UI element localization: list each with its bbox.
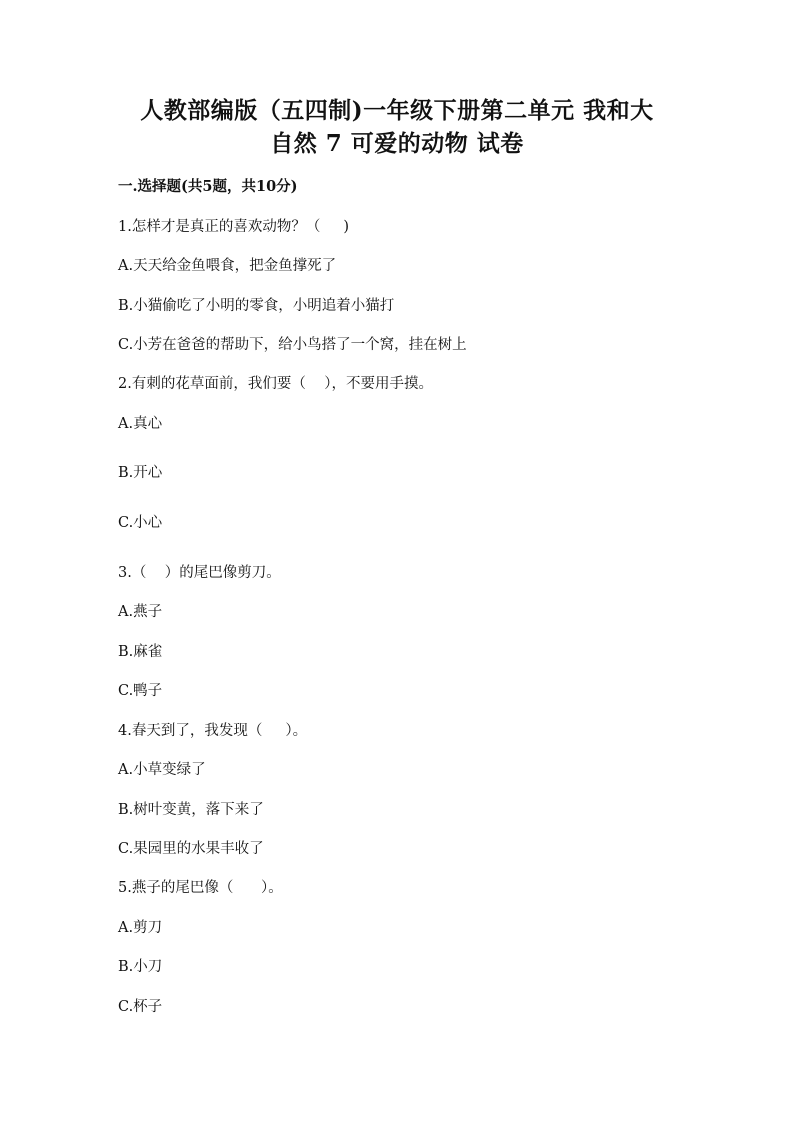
question-2-option-a: A.真心 xyxy=(118,416,163,432)
question-5-stem: 5.燕子的尾巴像（ ）。 xyxy=(118,880,283,896)
question-5-option-c: C.杯子 xyxy=(118,999,163,1015)
question-4-stem: 4.春天到了，我发现（ ）。 xyxy=(118,723,308,739)
question-4-option-a: A.小草变绿了 xyxy=(118,762,206,778)
question-2-option-c: C.小心 xyxy=(118,515,163,531)
page-title-line-2: 自然 7 可爱的动物 试卷 xyxy=(270,130,524,157)
question-5-option-b: B.小刀 xyxy=(118,959,163,975)
question-3-option-b: B.麻雀 xyxy=(118,644,163,660)
question-1-option-c: C.小芳在爸爸的帮助下，给小鸟搭了一个窝，挂在树上 xyxy=(118,337,467,353)
question-4-option-b: B.树叶变黄，落下来了 xyxy=(118,802,264,818)
question-4-option-c: C.果园里的水果丰收了 xyxy=(118,841,264,857)
question-3-option-c: C.鸭子 xyxy=(118,683,163,699)
section-heading: 一.选择题(共5题，共10分) xyxy=(118,178,298,195)
question-3-stem: 3.（ ）的尾巴像剪刀。 xyxy=(118,565,281,581)
question-2-stem: 2.有刺的花草面前，我们要（ ），不要用手摸。 xyxy=(118,376,434,392)
question-3-option-a: A.燕子 xyxy=(118,604,163,620)
question-1-option-a: A.天天给金鱼喂食，把金鱼撑死了 xyxy=(118,258,337,274)
question-1-option-b: B.小猫偷吃了小明的零食，小明追着小猫打 xyxy=(118,298,395,314)
question-2-option-b: B.开心 xyxy=(118,465,163,481)
page-title-line-1: 人教部编版（五四制)一年级下册第二单元 我和大 xyxy=(140,97,654,124)
question-5-option-a: A.剪刀 xyxy=(118,920,163,936)
question-1-stem: 1.怎样才是真正的喜欢动物？（ ) xyxy=(118,219,350,235)
